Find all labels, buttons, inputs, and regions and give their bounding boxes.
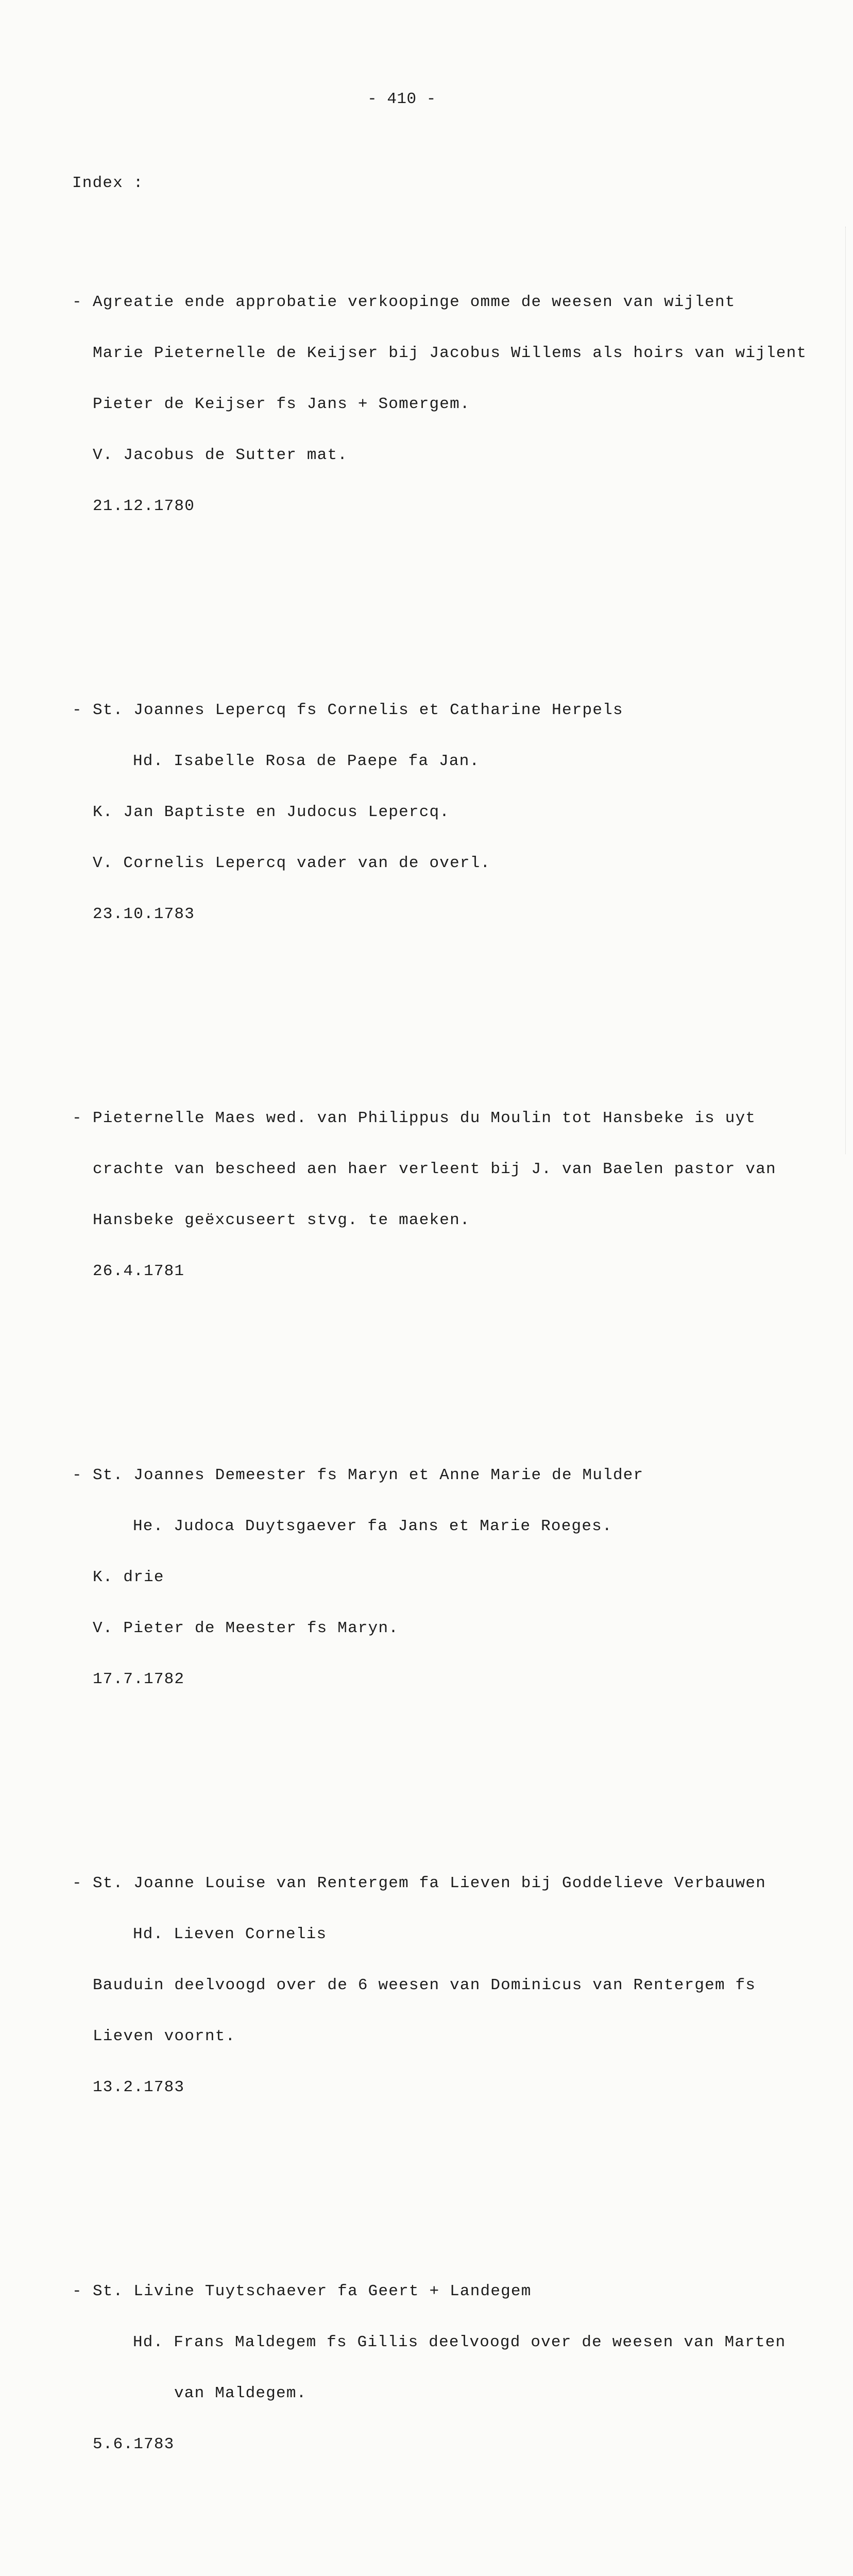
entry-date: 21.12.1780 xyxy=(93,497,195,515)
entry-date: 5.6.1783 xyxy=(93,2435,175,2453)
entry-line: St. Joannes Lepercq fs Cornelis et Catharine Herpels xyxy=(93,701,623,719)
entry-line: Agreatie ende approbatie verkoopinge omme de weesen van wijlent xyxy=(93,293,736,311)
entry-dash: - xyxy=(72,1874,82,1892)
index-entry xyxy=(72,668,814,957)
entry-line: crachte van bescheed aen haer verleent bij J. van Baelen pastor van xyxy=(93,1160,776,1178)
entry-line: V. Pieter de Meester fs Maryn. xyxy=(93,1619,399,1637)
entry-dash: - xyxy=(72,1109,82,1127)
entry-line: van Maldegem. xyxy=(174,2384,307,2402)
entry-line: Pieternelle Maes wed. van Philippus du Moulin tot Hansbeke is uyt xyxy=(93,1109,756,1127)
entry-dash: - xyxy=(72,2282,82,2300)
entry-line: Lieven voornt. xyxy=(93,2027,236,2045)
entry-line: V. Cornelis Lepercq vader van de overl. xyxy=(93,854,491,872)
entry-dash: - xyxy=(72,701,82,719)
entry-date: 17.7.1782 xyxy=(93,1670,185,1688)
index-entry xyxy=(72,2249,814,2487)
scan-margin-artifact xyxy=(844,227,846,1154)
entry-line: Hd. Lieven Cornelis xyxy=(133,1925,327,1943)
document-body xyxy=(72,124,814,2576)
entry-line: Hd. Frans Maldegem fs Gillis deelvoogd over de weesen van Marten xyxy=(133,2333,786,2351)
entry-line: Hansbeke geëxcuseert stvg. te maeken. xyxy=(93,1211,470,1229)
entry-line: He. Judoca Duytsgaever fa Jans et Marie Roeges. xyxy=(133,1517,612,1535)
entry-dash: - xyxy=(72,293,82,311)
entry-line: St. Livine Tuytschaever fa Geert + Landegem xyxy=(93,2282,532,2300)
entry-line: Pieter de Keijser fs Jans + Somergem. xyxy=(93,395,470,413)
entry-line: St. Joannes Demeester fs Maryn et Anne Marie de Mulder xyxy=(93,1466,644,1484)
index-entry xyxy=(72,1076,814,1314)
entry-line: K. Jan Baptiste en Judocus Lepercq. xyxy=(93,803,450,821)
entry-dash: - xyxy=(72,1466,82,1484)
entry-date: 26.4.1781 xyxy=(93,1262,185,1280)
entry-line: St. Joanne Louise van Rentergem fa Lieven bij Goddelieve Verbauwen xyxy=(93,1874,766,1892)
entry-line: K. drie xyxy=(93,1568,164,1586)
index-entry xyxy=(72,1841,814,2130)
entry-line: Marie Pieternelle de Keijser bij Jacobus Willems als hoirs van wijlent xyxy=(93,344,807,362)
entry-line: V. Jacobus de Sutter mat. xyxy=(93,446,348,464)
entry-line: Bauduin deelvoogd over de 6 weesen van Dominicus van Rentergem fs xyxy=(93,1976,756,1994)
entry-date: 13.2.1783 xyxy=(93,2078,185,2096)
index-heading: Index : xyxy=(72,174,144,192)
page-number: - 410 - xyxy=(367,90,436,108)
entry-date: 23.10.1783 xyxy=(93,905,195,923)
index-entry xyxy=(72,260,814,549)
entry-line: Hd. Isabelle Rosa de Paepe fa Jan. xyxy=(133,752,480,770)
index-entry xyxy=(72,1433,814,1722)
